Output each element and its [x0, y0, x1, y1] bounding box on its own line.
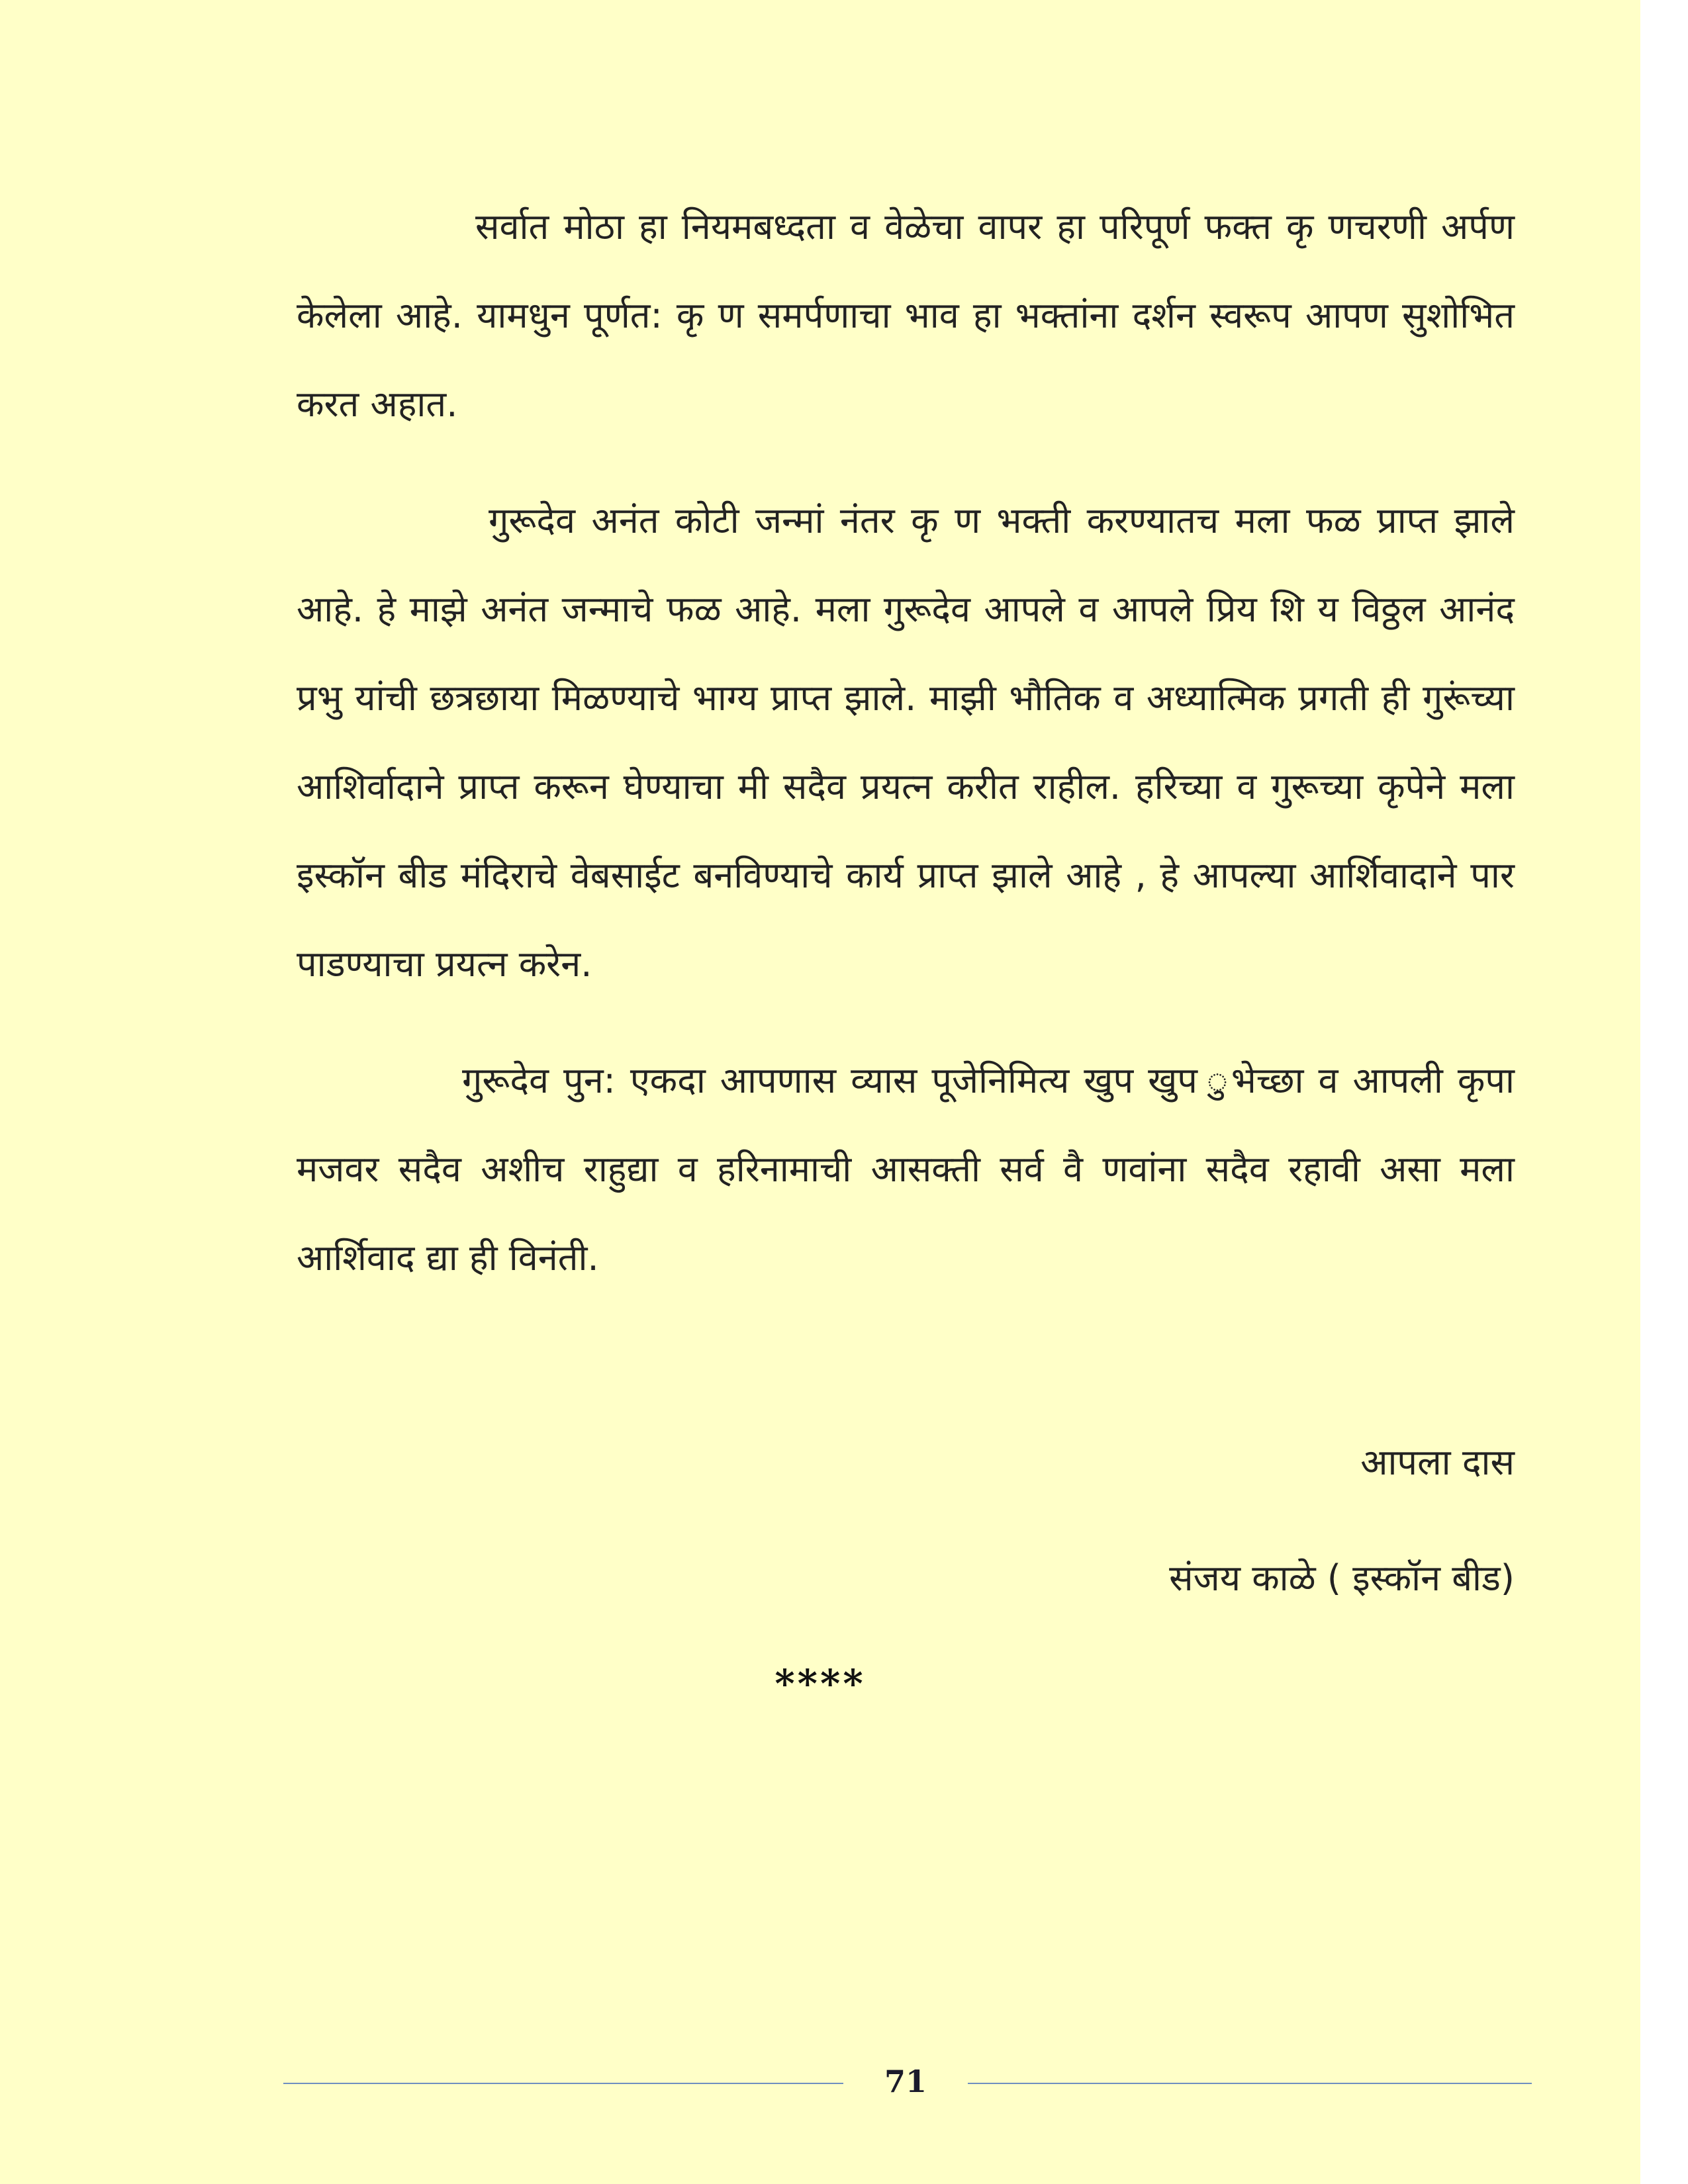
paragraph-2: गुरूदेव अनंत कोटी जन्मां नंतर कृ ण भक्ती करण्यातच मला फळ प्राप्त झाले आहे. हे माझे अनंत जन्माचे फळ आहे. मला गुरूदेव आपले व आपले प्रिय शि य विठ्ठल आनंद प्रभु यांची छत्रछाया मिळण्याचे भाग्य प्राप्त झाले. माझी भौतिक व अध्यात्मिक प्रगती ही गुरूंच्या आशिर्वादाने प्राप्त करून घेण्याचा मी सदैव प्रयत्न करीत राहील. हरिच्या व गुरूच्या कृपेने मला इस्कॉन बीड मंदिराचे वेबसाईट बनविण्याचे कार्य प्राप्त झाले आहे , हे आपल्या आर्शिवादाने पार पाडण्याचा प्रयत्न करेन. — [297, 500, 1515, 985]
signature: संजय काळे ( इस्कॉन बीड) — [1169, 1557, 1515, 1599]
section-divider: **** — [774, 1661, 866, 1706]
paragraph-1: सर्वात मोठा हा नियमबध्दता व वेळेचा वापर हा परिपूर्ण फक्त कृ णचरणी अर्पण केलेला आहे. यामधुन पूर्णत: कृ ण समर्पणाचा भाव हा भक्तांना दर्शन स्वरूप आपण सुशोभित करत अहात. — [297, 206, 1515, 425]
paragraph-3: गुरूदेव पुन: एकदा आपणास व्यास पूजेनिमित्य खुप खुप ुभेच्छा व आपली कृपा मजवर सदैव अशीच राहुद्या व हरिनामाची आसक्ती सर्व वै णवांना सदैव रहावी असा मला आर्शिवाद द्या ही विनंती. — [297, 1060, 1515, 1279]
closing-salutation: आपला दास — [1360, 1441, 1515, 1483]
footer-rule-left — [283, 2083, 843, 2084]
footer-rule-right — [968, 2083, 1532, 2084]
page-number: 71 — [884, 2064, 927, 2099]
